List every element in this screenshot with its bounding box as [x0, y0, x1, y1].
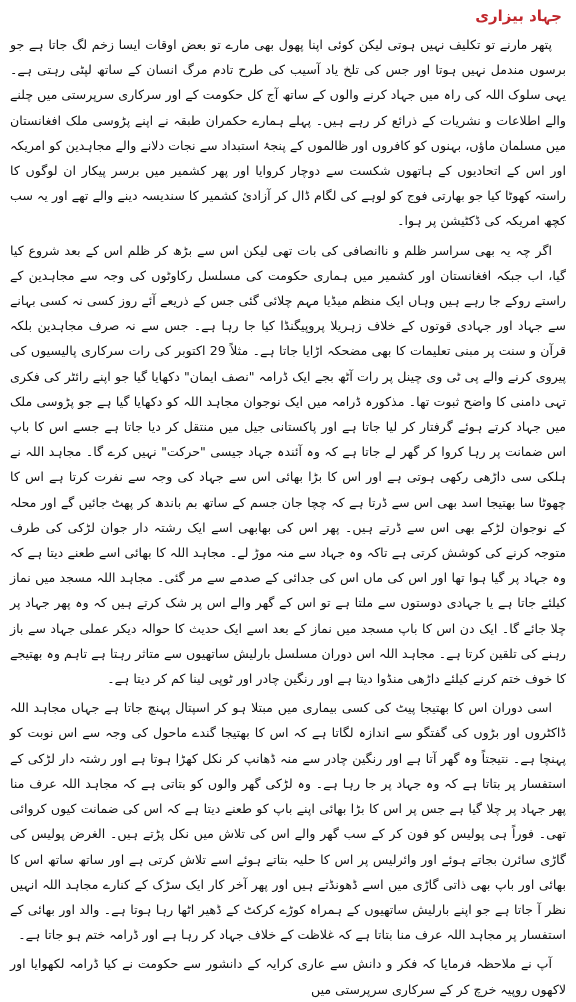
article-paragraph-4: آپ نے ملاحظہ فرمایا کہ فکر و دانش سے عاری کرایہ کے دانشور سے حکومت نے کیا ڈرامہ لکھوایا اور لاکھوں روپیہ خرچ کر کے سرکاری سرپرستی میں — [10, 956, 566, 997]
article-paragraph-3: اسی دوران اس کا بھتیجا پیٹ کی کسی بیماری میں مبتلا ہو کر اسپتال پہنچ جاتا ہے جہاں مجاہد اللہ ڈاکٹروں اور بڑوں کی گفتگو سے اندازہ لگاتا ہے کہ اس کا بھتیجا گندے ماحول کی وجہ سے اس نوبت کو پہنچا ہے۔ نتیجتاً وہ گھر آتا ہے اور رنگین چادر سے منہ ڈھانپ کر نکل کھڑا ہوتا ہے اور رشتہ دار لڑکی کے استفسار پر بتاتا ہے کہ وہ جہاد پر جا رہا ہے۔ وہ لڑکی گھر والوں کو بتاتی ہے کہ مجاہد اللہ عرف منا پھر جہاد پر چلا گیا ہے جس پر اس کا بڑا بھائی اپنے باپ کو طعنے دیتا ہے کہ اس کی ضمانت کیوں کروائی تھی۔ فوراً ہی پولیس کو فون کر کے سب گھر والے اس کی تلاش میں نکل پڑتے ہیں۔ الغرض پولیس کی گاڑی سائرن بجاتے ہوئے اور وائرلیس پر اس کا حلیہ بتاتے ہوئے اسے تلاش کرتی ہے اور ساتھ ساتھ اس کا بھائی اور باپ بھی ذاتی گاڑی میں اسے ڈھونڈتے ہیں اور پھر آخر کار ایک سڑک کے کنارے مجاہد اللہ انہیں نظر آ جاتا ہے جو اپنے بارلیش ساتھیوں کے ہمراہ کوڑے کرکٹ کے ڈھیر اٹھا رہا ہوتا ہے۔ والد اور بھائی کے استفسار پر مجاہد اللہ عرف منا بتاتا ہے کہ غلاظت کے خلاف جہاد کر رہا ہے اور ڈرامہ ختم ہو جاتا ہے۔ — [10, 700, 566, 943]
article-paragraph-1: پتھر مارنے تو تکلیف نہیں ہوتی لیکن کوئی اپنا پھول بھی مارے تو بعض اوقات ایسا زخم لگ جاتا ہے جو برسوں مندمل نہیں ہوتا اور جس کی تلخ یاد آسیب کی طرح تادم مرگ انسان کے ساتھ لپٹی رہتی ہے۔ یہی سلوک اللہ کی راہ میں جہاد کرنے والوں کے ساتھ آج کل حکومت کے اور سرکاری سرپرستی میں چلنے والے اطلاعات و نشریات کے ذرائع کر رہے ہیں۔ پہلے ہمارے حکمران طبقہ نے اپنے پڑوسی ملک افغانستان میں مسلمان ماؤں، بہنوں کو کافروں اور ظالموں کے پنجۂ استبداد سے نجات دلانے والے مجاہدین کو امریکہ اور اس کے اتحادیوں کے ہاتھوں شکست سے دوچار کروایا اور پھر کشمیر میں برسر پیکار ان لوگوں کا راستہ کھوٹا کیا جو بھارتی فوج کو لوہے کی لگام ڈال کر آزادئ کشمیر کا سندیسہ دینے والے تھے اور یہ سب کچھ امریکہ کی ڈکٹیشن پر ہوا۔ — [10, 37, 566, 229]
article-body — [10, 32, 566, 1002]
article-paragraph-2: اگر چہ یہ بھی سراسر ظلم و ناانصافی کی بات تھی لیکن اس سے بڑھ کر ظلم اس کے بعد شروع کیا گیا، اب جبکہ افغانستان اور کشمیر میں ہماری حکومت کی مسلسل رکاوٹوں کی وجہ سے مجاہدین کے راستے روکے جا رہے ہیں وہاں ایک منظم میڈیا مہم چلائی گئی جس کے ذریعے آئے روز کسی نہ کسی بہانے سے جہاد اور جہادی قوتوں کے خلاف زہریلا پروپیگنڈا کیا جا رہا ہے۔ جس سے نہ صرف مجاہدین بلکہ قرآن و سنت پر مبنی تعلیمات کا بھی مضحکہ اڑایا جاتا ہے۔ مثلاً 29 اکتوبر کی رات سرکاری پالیسیوں کی پیروی کرنے والے پی ٹی وی چینل پر رات آٹھ بجے ایک ڈرامہ "نصف ایمان" دکھایا گیا جو اپنے رائٹر کی فکری تہی دامنی کا واضح ثبوت تھا۔ مذکورہ ڈرامہ میں ایک نوجوان مجاہد اللہ کو دکھایا گیا ہے جو پڑوسی ملک میں جہاد کرتے ہوئے گرفتار کر لیا جاتا ہے اور پاکستانی جیل میں منتقل کر دیا جاتا ہے جسے اس کا باپ اس ضمانت پر رہا کروا کر گھر لے جاتا ہے کہ وہ آئندہ جہاد جیسی "حرکت" نہیں کرے گا۔ مجاہد اللہ نے ہلکی سی داڑھی رکھی ہوتی ہے اور اس کا بڑا بھائی اس سے جہاد کی وجہ سے نفرت کرتا ہے اس کا چھوٹا سا بھتیجا اسد بھی اس سے ڈرتا ہے کہ چچا جان جسم کے ساتھ بم باندھ کر پھٹ جائیں گے اور محلہ کے نوجوان لڑکے بھی اس سے ڈرتے ہیں۔ پھر اس کی بھابھی اسے ایک رشتہ دار جوان لڑکی کی طرف متوجہ کرنے کی کوشش کرتی ہے تاکہ وہ جہاد سے منہ موڑ لے۔ مجاہد اللہ کا بھائی اسے طعنے دیتا ہے کہ وہ جہاد پر گیا ہوا تھا اور اس کی ماں اس کی جدائی کے صدمے سے مر گئی۔ مجاہد اللہ مسجد میں نماز کیلئے جاتا ہے یا جہادی دوستوں سے ملتا ہے تو اس کے گھر والے اس پر شک کرتے ہیں کہ وہ پھر جہاد پر چلا جائے گا۔ ایک دن اس کا باپ مسجد میں نماز کے بعد اسے ایک حدیث کا حوالہ دیکر عملی جہاد سے باز رہنے کی تلقین کرتا ہے۔ مجاہد اللہ اس دوران مسلسل بارلیش ساتھیوں سے متاثر رہتا ہے تاہم وہ بھتیجے کا خوف ختم کرنے کیلئے داڑھی منڈوا دیتا ہے اور رنگین چادر اور ٹوپی لینا کم کر دیتا ہے۔ — [10, 242, 566, 687]
article-title: جہاد بیزاری — [475, 7, 562, 25]
